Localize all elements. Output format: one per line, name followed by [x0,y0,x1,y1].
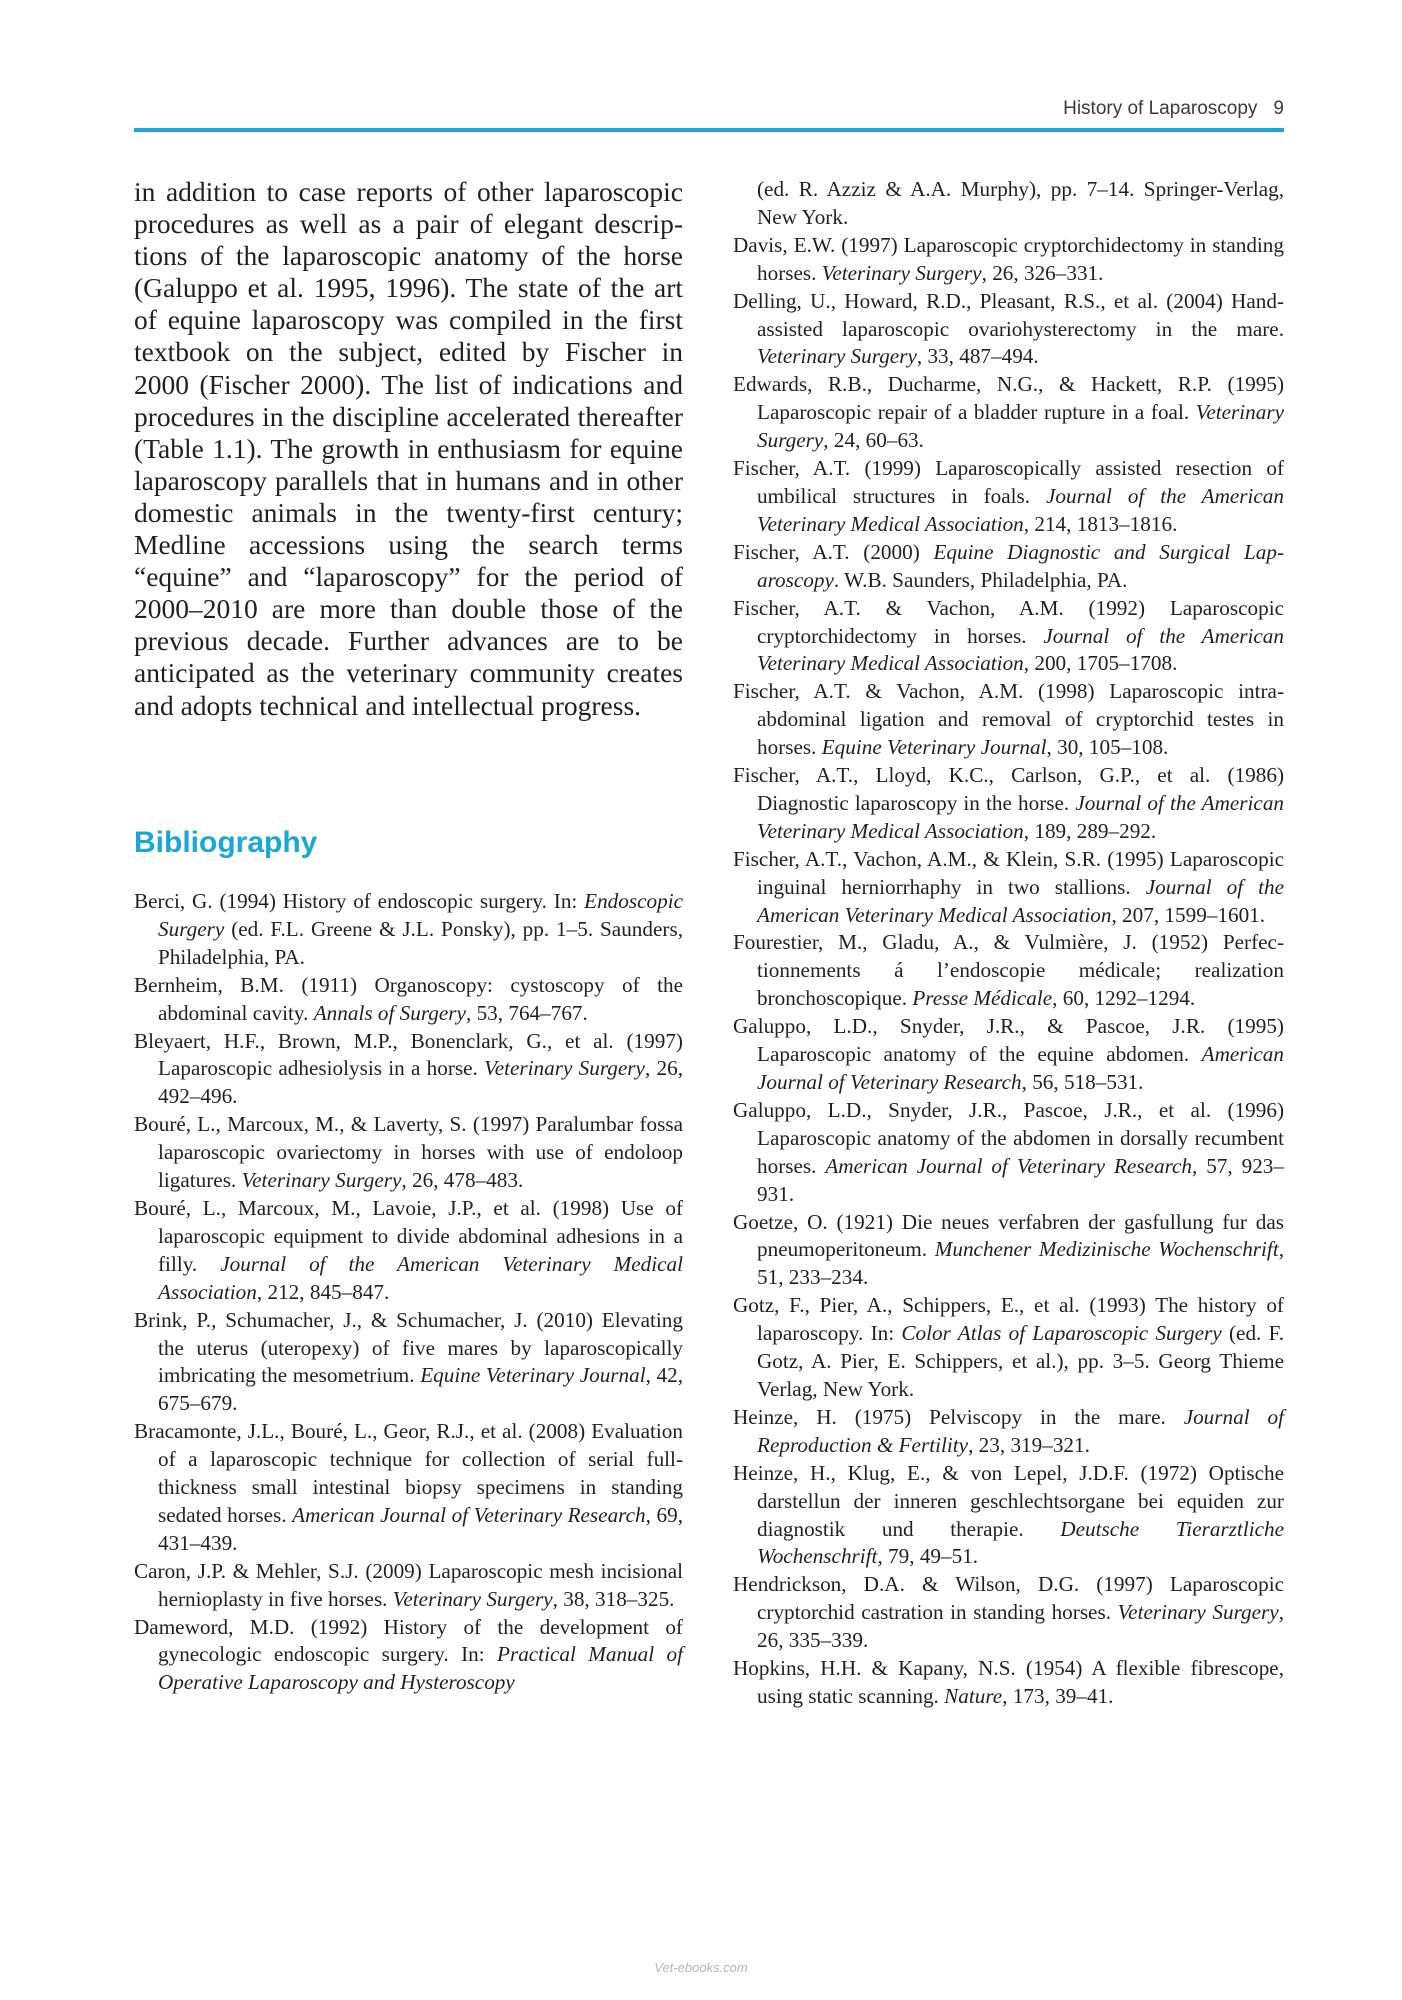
reference-entry [733,929,1284,1013]
reference-details: , 189, 289–292. [1023,818,1157,843]
reference-source-title: Journal of Reproduction & Fertility [757,1404,1284,1457]
reference-text: Caron, J.P. & Mehler, S.J. (2009) Laparoscopic mesh incisional hernioplasty in five horses. [134,1558,683,1611]
reference-entry [733,176,1284,232]
running-head [134,94,1284,124]
reference-details: , 69, 431–439. [158,1502,684,1555]
reference-details: (ed. F.L. Greene & J.L. Ponsky), pp. 1–5. Saunders, Philadelphia, PA. [158,916,683,969]
reference-entry [733,762,1284,846]
reference-text: Goetze, O. (1921) Die neues verfabren der gasfullung fur das pneumoperitoneum. [733,1209,1284,1262]
reference-source-title: Journal of the American Veterinary Medical Association [757,790,1285,843]
reference-details: , 56, 518–531. [1021,1070,1144,1094]
reference-text: Heinze, H., Klug, E., & von Lepel, J.D.F. (1972) Optische darstellun der inneren geschlechtsorgane bei equiden zur diagnostik und therapie. [733,1460,1284,1541]
reference-text: (ed. R. Azziz & A.A. Murphy), pp. 7–14. Springer-Verlag, New York. [757,177,1284,229]
reference-text: Brink, P., Schumacher, J., & Schumacher, J. (2010) Elevating the uterus (uteropexy) of five mares by laparoscopically imbricating the mesometrium. [134,1307,683,1388]
reference-source-title: Equine Veterinary Journal [420,1363,646,1388]
reference-details: . W.B. Saunders, Philadelphia, PA. [833,567,1128,592]
reference-source-title: Veterinary Surgery [757,344,917,369]
section-heading-bibliography: Bibliography [134,826,318,859]
reference-entry [733,371,1284,455]
reference-text: Heinze, H. (1975) Pelviscopy in the mare. [733,1404,1184,1429]
reference-text: Bleyaert, H.F., Brown, M.P., Bonenclark, G., et al. (1997) Laparoscopic adhesiolysis in a horse. [134,1028,683,1081]
reference-details: , 26, 492–496. [158,1056,684,1109]
reference-details: , 26, 326–331. [981,260,1104,285]
reference-source-title: Equine Diagnostic and Surgical Laparoscopy [757,539,1285,592]
reference-details: , 42, 675–679. [158,1363,683,1416]
reference-entry [134,1418,683,1558]
reference-entry [733,455,1284,539]
reference-source-title: Veterinary Surgery [392,1586,553,1611]
reference-entry [733,595,1284,679]
reference-text: Bracamonte, J.L., Bouré, L., Geor, R.J., et al. (2008) Evaluation of a laparoscopic technique for collection of serial full-thickness small intestinal biopsy specimens in standing sedated horses. [134,1419,683,1527]
reference-source-title: Veterinary Surgery [1117,1600,1279,1625]
reference-text: Fischer, A.T. & Vachon, A.M. (1992) Laparoscopic cryptorchidectomy in horses. [733,595,1284,648]
bibliography-list-left [134,888,683,1697]
reference-text: Fischer, A.T. (1999) Laparoscopically assisted resection of umbilical structures in foals. [733,456,1284,508]
reference-source-title: Journal of the American Veterinary Medical Association [757,874,1284,927]
reference-source-title: Journal of the American Veterinary Medical Association [757,623,1284,676]
reference-entry [733,678,1284,762]
reference-entry [733,1097,1284,1209]
reference-details: , 24, 60–63. [823,428,924,453]
reference-details: , 30, 105–108. [1046,735,1169,760]
left-column [134,176,683,722]
reference-text: Fischer, A.T. & Vachon, A.M. (1998) Laparoscopic intra-abdominal ligation and removal of cryptorchid testes in horses. [733,679,1284,760]
reference-text: Galuppo, L.D., Snyder, J.R., & Pascoe, J.R. (1995) Laparoscopic anatomy of the equine abdomen. [733,1014,1284,1067]
reference-details: , 212, 845–847. [256,1279,390,1304]
reference-details: , 38, 318–325. [552,1586,675,1611]
reference-text: Bouré, L., Marcoux, M., & Laverty, S. (1997) Paralumbar fossa laparoscopic ovariectomy in horses with use of endoloop ligatures. [134,1112,683,1193]
reference-source-title: Presse Médicale [912,986,1053,1011]
reference-entry [733,1209,1284,1293]
reference-entry [733,1655,1284,1711]
reference-entry [134,1028,683,1112]
reference-text: Gotz, F., Pier, A., Schippers, E., et al. (1993) The history of laparoscopy. In: [733,1293,1284,1346]
reference-entry [134,1111,683,1195]
reference-entry [733,1292,1284,1404]
reference-details: , 33, 487–494. [916,344,1039,369]
reference-text: Galuppo, L.D., Snyder, J.R., Pascoe, J.R., et al. (1996) Laparoscopic anatomy of the abdomen in dorsally recumbent horses. [733,1097,1284,1178]
reference-entry [733,1571,1284,1655]
footer-watermark: Vet-ebooks.com [654,1960,748,1975]
reference-source-title: American Journal of Veterinary Research [757,1042,1284,1094]
reference-text: Edwards, R.B., Ducharme, N.G., & Hackett, R.P. (1995) Laparoscopic repair of a bladder rupture in a foal. [733,372,1284,425]
reference-details: , 57, 923–931. [757,1153,1284,1206]
reference-source-title: Annals of Surgery [313,1000,466,1025]
reference-entry [733,846,1284,930]
reference-source-title: Equine Veterinary Journal [821,735,1047,760]
reference-text: Fischer, A.T. (2000) [733,539,934,564]
reference-details: , 207, 1599–1601. [1111,902,1266,927]
reference-text: Bouré, L., Marcoux, M., Lavoie, J.P., et al. (1998) Use of laparoscopic equipment to divide abdominal adhesions in a filly. [134,1195,683,1276]
reference-source-title: Color Atlas of Laparoscopic Surgery [901,1321,1222,1346]
reference-text: Dameword, M.D. (1992) History of the development of gynecologic endoscopic surgery. In: [134,1614,683,1667]
reference-details: , 79, 49–51. [877,1544,979,1569]
reference-entry [134,1558,683,1614]
reference-entry [733,1013,1284,1097]
reference-entry [733,1404,1284,1460]
reference-source-title: American Journal of Veterinary Research [825,1153,1193,1178]
reference-details: , 60, 1292–1294. [1052,986,1196,1011]
bibliography-list-right [733,176,1284,1711]
reference-text: Hendrickson, D.A. & Wilson, D.G. (1997) Laparoscopic cryptorchid castration in standing horses. [733,1572,1284,1625]
reference-details: , 26, 335–339. [757,1600,1284,1653]
reference-text: Berci, G. (1994) History of endoscopic surgery. In: [134,889,585,913]
reference-source-title: Endoscopic Surgery [158,889,683,941]
reference-entry [134,888,683,972]
reference-details: (ed. F. Gotz, A. Pier, E. Schippers, et al.), pp. 3–5. Georg Thieme Verlag, New York. [757,1321,1285,1401]
reference-details: , 26, 478–483. [401,1168,524,1193]
reference-source-title: Journal of the American Veterinary Medical Association [757,483,1284,536]
reference-entry [134,972,683,1028]
reference-text: Delling, U., Howard, R.D., Pleasant, R.S., et al. (2004) Hand-assisted laparoscopic ovariohysterectomy in the mare. [733,288,1284,341]
reference-text: Fischer, A.T., Lloyd, K.C., Carlson, G.P., et al. (1986) Diagnostic laparoscopy in the horse. [733,763,1284,815]
reference-source-title: Journal of the American Veterinary Medical Association [158,1251,683,1304]
reference-text: Hopkins, H.H. & Kapany, N.S. (1954) A flexible fibrescope, using static scanning. [733,1656,1284,1708]
reference-details: , 53, 764–767. [465,1000,588,1025]
reference-entry [733,288,1284,372]
reference-entry [134,1614,683,1698]
reference-entry [134,1195,683,1307]
reference-text: Fourestier, M., Gladu, A., & Vulmière, J. (1952) Perfectionnements á l’endoscopie médicale; realization bronchoscopique. [733,930,1284,1011]
reference-text: Davis, E.W. (1997) Laparoscopic cryptorchidectomy in standing horses. [733,232,1284,285]
reference-details: , 51, 233–234. [757,1237,1284,1290]
reference-details: , 173, 39–41. [1002,1683,1114,1708]
reference-source-title: Munchener Medizinische Wochenschrift [934,1237,1279,1262]
reference-details: , 200, 1705–1708. [1023,651,1178,676]
reference-entry [134,1307,683,1419]
reference-entry [733,1460,1284,1572]
reference-source-title: Practical Manual of Operative Laparoscopy and Hysteroscopy [158,1642,683,1695]
running-title: History of Laparoscopy [1063,98,1258,119]
reference-details: , 23, 319–321. [968,1432,1090,1457]
reference-text: Bernheim, B.M. (1911) Organoscopy: cystoscopy of the abdominal cavity. [134,972,683,1025]
reference-source-title: Veterinary Surgery [821,260,982,285]
reference-text: Fischer, A.T., Vachon, A.M., & Klein, S.R. (1995) Laparoscopic inguinal herniorrhaphy in two stallions. [733,846,1284,899]
reference-source-title: Veterinary Surgery [241,1168,402,1193]
reference-entry [733,232,1284,288]
reference-source-title: Deutsche Tierarztliche Wochenschrift [757,1516,1284,1569]
reference-source-title: Nature [944,1683,1003,1708]
reference-details: , 214, 1813–1816. [1023,511,1178,536]
body-paragraph: in addition to case reports of other laparoscopic procedures as well as a pair of elegant descriptions of the laparoscopic anatomy of the horse (Galuppo et al. 1995, 1996). The state of the art of equine laparoscopy was compiled in the first textbook on the subject, edited by Fischer in 2000 (Fischer 2000). The list of indications and procedures in the discipline accelerated thereafter (Table 1.1). The growth in enthusiasm for equine laparoscopy parallels that in humans and in other domestic animals in the twenty-first century; Medline accessions using the search terms “equine” and “laparoscopy” for the period of 2000–2010 are more than double those of the previous decade. Further advances are to be anticipated as the veterinary community creates and adopts technical and intellectual progress. [134,176,683,721]
reference-source-title: Veterinary Surgery [757,400,1284,453]
reference-source-title: Veterinary Surgery [484,1056,645,1081]
header-rule [134,128,1284,132]
reference-source-title: American Journal of Veterinary Research [292,1502,646,1527]
page-number: 9 [1273,98,1284,119]
reference-entry [733,539,1284,595]
